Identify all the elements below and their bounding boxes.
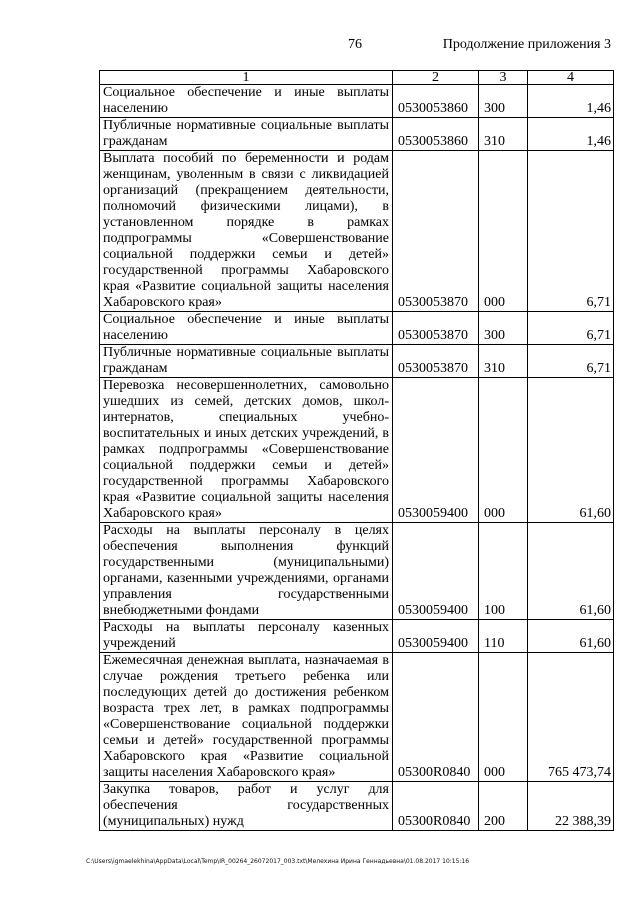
continuation-label: Продолжение приложения 3 bbox=[442, 37, 611, 52]
row-code: 0530053870 bbox=[393, 312, 479, 345]
table-row bbox=[100, 653, 614, 782]
row-name: Выплата пособий по беременности и родам женщинам, уволенным в связи с ликвидацией организаций (прекращением деятельности, полномочий физическими лицами), в установленном порядке в рамках подпрограммы «Совершенствование социальной поддержки семьи и детей» государственной программы Хабаровского края «Развитие социальной защиты населения Хабаровского края» bbox=[100, 151, 393, 312]
row-type: 300 bbox=[479, 85, 528, 118]
row-type: 300 bbox=[479, 312, 528, 345]
row-amount: 6,71 bbox=[528, 151, 614, 312]
row-type: 000 bbox=[479, 653, 528, 782]
row-name: Публичные нормативные социальные выплаты гражданам bbox=[100, 118, 393, 151]
row-amount: 61,60 bbox=[528, 523, 614, 620]
row-code: 0530059400 bbox=[393, 378, 479, 523]
column-header-1: 1 bbox=[100, 71, 393, 85]
row-type: 310 bbox=[479, 345, 528, 378]
table-row bbox=[100, 312, 614, 345]
row-code: 05300R0840 bbox=[393, 653, 479, 782]
table-row bbox=[100, 85, 614, 118]
row-code: 0530053860 bbox=[393, 118, 479, 151]
column-header-2: 2 bbox=[393, 71, 479, 85]
row-name: Расходы на выплаты персоналу казенных учреждений bbox=[100, 620, 393, 653]
row-amount: 765 473,74 bbox=[528, 653, 614, 782]
row-type: 200 bbox=[479, 782, 528, 831]
row-name: Перевозка несовершеннолетних, самовольно ушедших из семей, детских домов, школ-интернатов, специальных учебно-воспитательных и иных детских учреждений, в рамках подпрограммы «Совершенствование социальной поддержки семьи и детей» государственной программы Хабаровского края «Развитие социальной защиты населения Хабаровского края» bbox=[100, 378, 393, 523]
row-amount: 61,60 bbox=[528, 620, 614, 653]
table-row bbox=[100, 620, 614, 653]
row-amount: 6,71 bbox=[528, 345, 614, 378]
table-header-row bbox=[100, 71, 614, 85]
table-row bbox=[100, 151, 614, 312]
row-type: 000 bbox=[479, 378, 528, 523]
table-row bbox=[100, 118, 614, 151]
row-name: Социальное обеспечение и иные выплаты населению bbox=[100, 85, 393, 118]
row-amount: 22 388,39 bbox=[528, 782, 614, 831]
page-number: 76 bbox=[348, 37, 362, 52]
row-type: 000 bbox=[479, 151, 528, 312]
column-header-3: 3 bbox=[479, 71, 528, 85]
row-type: 100 bbox=[479, 523, 528, 620]
row-name: Ежемесячная денежная выплата, назначаемая в случае рождения третьего ребенка или последующих детей до достижения ребенком возраста трех лет, в рамках подпрограммы «Совершенствование социальной поддержки семьи и детей» государственной программы Хабаровского края «Развитие социальной защиты населения Хабаровского края» bbox=[100, 653, 393, 782]
footer-file-path: C:\Users\igmaelekhina\AppData\Local\Temp\IR_00264_26072017_003.txt\Мелехина Ирина Геннадьевна\01.08.2017 10:15:16 bbox=[86, 858, 470, 865]
row-code: 0530059400 bbox=[393, 620, 479, 653]
row-type: 310 bbox=[479, 118, 528, 151]
table-row bbox=[100, 782, 614, 831]
column-header-4: 4 bbox=[528, 71, 614, 85]
row-code: 0530053860 bbox=[393, 85, 479, 118]
table-row bbox=[100, 523, 614, 620]
row-name: Закупка товаров, работ и услуг для обеспечения государственных (муниципальных) нужд bbox=[100, 782, 393, 831]
row-code: 05300R0840 bbox=[393, 782, 479, 831]
row-type: 110 bbox=[479, 620, 528, 653]
row-amount: 1,46 bbox=[528, 118, 614, 151]
table-row bbox=[100, 345, 614, 378]
budget-table bbox=[99, 70, 614, 831]
row-name: Публичные нормативные социальные выплаты гражданам bbox=[100, 345, 393, 378]
row-amount: 61,60 bbox=[528, 378, 614, 523]
row-amount: 1,46 bbox=[528, 85, 614, 118]
table-row bbox=[100, 378, 614, 523]
row-name: Расходы на выплаты персоналу в целях обеспечения выполнения функций государственными (муниципальными) органами, казенными учреждениями, органами управления государственными внебюджетными фондами bbox=[100, 523, 393, 620]
row-code: 0530053870 bbox=[393, 151, 479, 312]
row-code: 0530053870 bbox=[393, 345, 479, 378]
row-name: Социальное обеспечение и иные выплаты населению bbox=[100, 312, 393, 345]
row-amount: 6,71 bbox=[528, 312, 614, 345]
row-code: 0530059400 bbox=[393, 523, 479, 620]
